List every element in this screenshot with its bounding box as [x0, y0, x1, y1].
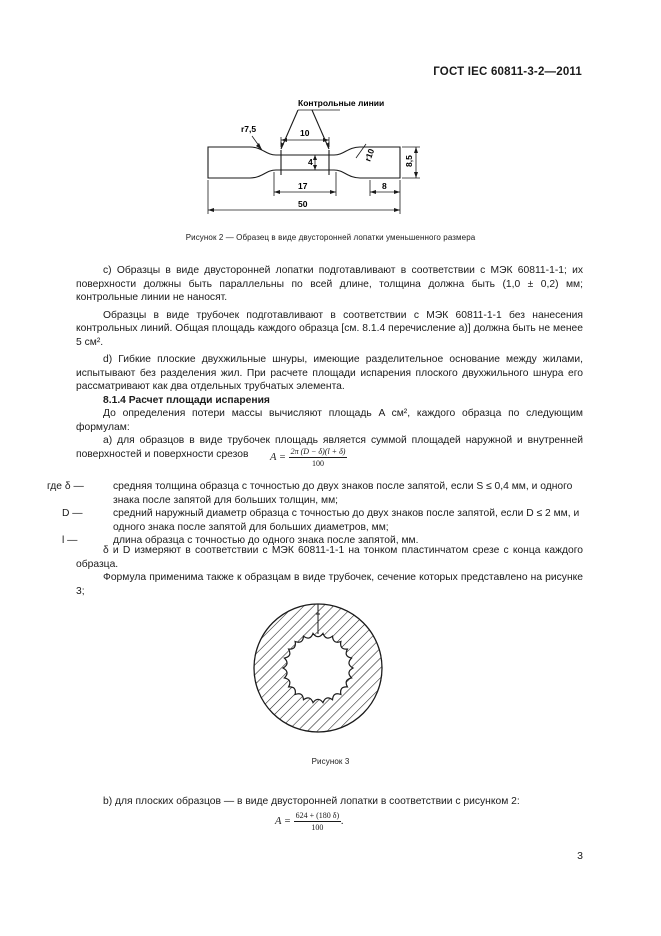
label-dim-17: 17: [298, 181, 308, 191]
label-dim-8-5: 8,5: [404, 155, 414, 167]
formula-1-fraction: [289, 447, 348, 468]
definition-text: длина образца с точностью до одного знака после запятой, мм.: [113, 535, 419, 546]
definition-term: D —: [62, 508, 83, 519]
formula-2-fraction: [294, 811, 342, 832]
definition-term: где δ —: [47, 481, 84, 492]
formula-2-numerator: 624 + (180 δ): [295, 811, 340, 820]
definition-d: [47, 507, 583, 534]
figure-3-tube-cross-section: [250, 600, 386, 736]
definition-term: l —: [62, 535, 78, 546]
formula-1: [270, 447, 347, 468]
paragraph-formula-tubes: Формула применима также к образцам в виде трубочек, сечение которых представлено на рисунке 3;: [76, 572, 583, 597]
paragraph-b: b) для плоских образцов — в виде двусторонней лопатки в соответствии с рисунком 2:: [103, 796, 520, 807]
page-number: 3: [577, 850, 583, 862]
label-r7-5: r7,5: [241, 124, 257, 134]
section-heading-8-1-4: 8.1.4 Расчет площади испарения: [103, 394, 270, 406]
text-block-1: [76, 264, 583, 461]
label-r10: r10: [362, 147, 377, 163]
figure-2-caption: Рисунок 2 — Образец в виде двусторонней лопатки уменьшенного размера: [185, 233, 476, 242]
formula-1-denominator: 100: [312, 459, 325, 468]
label-dim-10: 10: [300, 128, 310, 138]
formula-1-numerator: 2π (D − δ)(l + δ): [290, 447, 346, 456]
paragraph-a: а) для образцов в виде трубочек площадь является суммой площадей наружной и внутренней поверхностей и поверхности срезов: [76, 435, 583, 460]
formula-2: [275, 811, 344, 832]
paragraph-c: с) Образцы в виде двусторонней лопатки подготавливают в соответствии с МЭК 60811-1-1; их поверхности должны быть параллельны по всей длине, толщина должна быть (1,0 ± 0,2) мм; контрольные линии не наносят.: [76, 265, 583, 303]
label-control-lines: Контрольные линии: [298, 98, 385, 108]
formula-1-lhs: A =: [270, 451, 286, 463]
label-dim-8: 8: [382, 181, 387, 191]
figure-2-dumbbell-drawing: [190, 92, 430, 217]
figure-3-caption: Рисунок 3: [311, 757, 350, 766]
definition-text: средняя толщина образца с точностью до двух знаков после запятой, если S ≤ 0,4 мм, и одного знака после запятой для больших толщин, мм;: [113, 481, 573, 506]
definition-text: средний наружный диаметр образца с точностью до двух знаков после запятой, если D ≤ 2 мм, и одного знака после запятой для больших диаметров, мм;: [113, 508, 580, 533]
document-header: ГОСТ IEC 60811-3-2—2011: [433, 66, 582, 78]
formula-2-lhs: A =: [275, 815, 291, 827]
text-block-2: [76, 544, 583, 598]
paragraph-measure: δ и D измеряют в соответствии с МЭК 60811-1-1 на тонком пластинчатом срезе с конца каждого образца.: [76, 545, 583, 570]
definition-delta: [47, 480, 583, 507]
label-dim-4: 4: [308, 157, 313, 167]
label-dim-50: 50: [298, 199, 308, 209]
formula-2-denominator: 100: [311, 823, 324, 832]
formula-2-trail: .: [341, 815, 344, 827]
paragraph-intro: До определения потери массы вычисляют площадь A см², каждого образца по следующим формулам:: [76, 408, 583, 433]
definitions-list: [47, 480, 583, 548]
text-block-3: [76, 795, 583, 809]
paragraph-d: d) Гибкие плоские двухжильные шнуры, имеющие разделительное основание между жилами, испытывают без разделения жил. При расчете площади испарения плоского двухжильного шнура его рассматривают как два отдельных трубчатых элемента.: [76, 354, 583, 392]
paragraph-tubes: Образцы в виде трубочек подготавливают в соответствии с МЭК 60811-1-1 без нанесения контрольных линий. Общая площадь каждого образца [см. 8.1.4 перечисление а)] должна быть не менее 5 см².: [76, 309, 583, 348]
